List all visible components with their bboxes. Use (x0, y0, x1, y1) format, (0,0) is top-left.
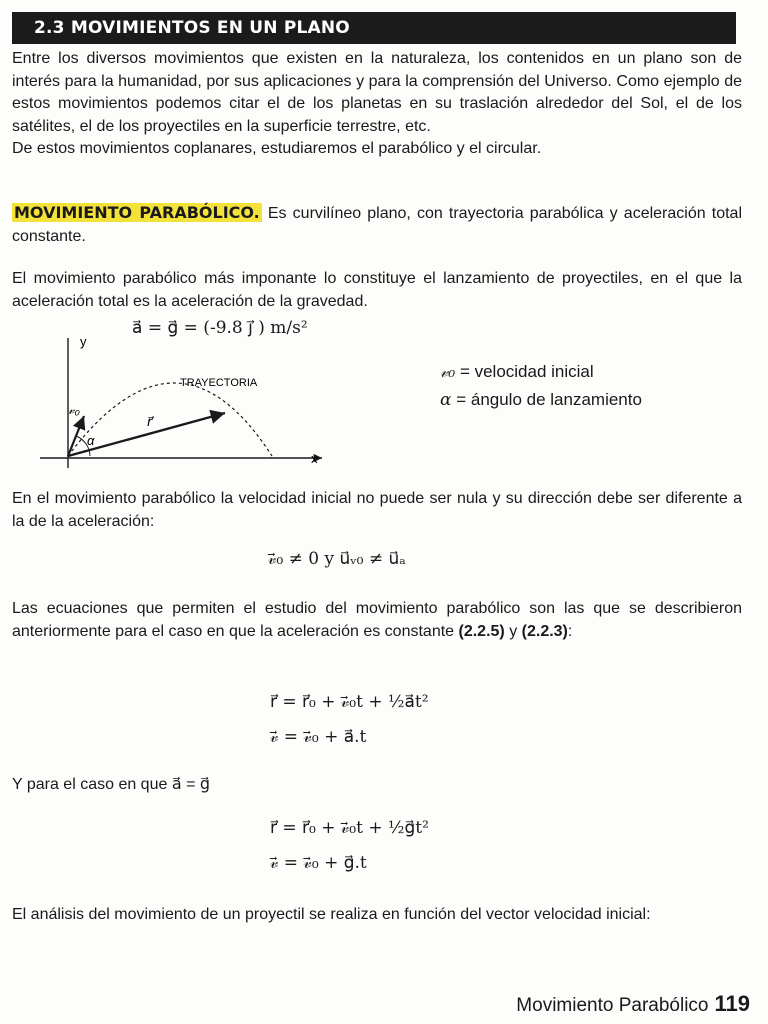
equations-text-mid: y (504, 622, 522, 640)
x-axis-label: x (311, 451, 318, 466)
gravity-case-text: Y para el caso en que a⃗ = g⃗ (12, 776, 211, 793)
condition-equation: 𝓋⃗₀ ≠ 0 y u⃗ᵥ₀ ≠ u⃗ₐ (268, 549, 406, 569)
section-title-bar: 2.3 MOVIMIENTOS EN UN PLANO (12, 12, 736, 44)
equations-text: Las ecuaciones que permiten el estudio del movimiento parabólico son las que se describieron anteriormente para el caso en que la aceleración es constante (12, 600, 742, 640)
trajectory-diagram (30, 330, 330, 470)
projectile-paragraph: El movimiento parabólico más imponante lo constituye el lanzamiento de proyectiles, en el que la aceleración total es la aceleración de la gravedad. (12, 270, 742, 310)
initial-velocity-label: 𝓋₀ (68, 402, 80, 417)
position-equation: r⃗ = r⃗₀ + 𝓋⃗₀t + ½a⃗t² (270, 692, 429, 712)
closing-paragraph: El análisis del movimiento de un proyectil se realiza en función del vector velocidad inicial: (12, 906, 651, 923)
intro-paragraph: Entre los diversos movimientos que existen en la naturaleza, los contenidos en un plano son de interés para la humanidad, por sus aplicaciones y para la comprensión del Universo. Como ejemplo de estos movimientos podemos citar el de los planetas en su traslación alrededor del Sol, el de los satélites, el de los proyectiles en la superficie terrestre, etc. (12, 50, 742, 135)
y-axis-label: y (80, 334, 87, 349)
equations-paragraph (12, 598, 742, 643)
alpha-description: = ángulo de lanzamiento (451, 390, 642, 409)
legend-initial-velocity (440, 362, 594, 382)
parabolic-definition (12, 202, 742, 248)
v0-symbol: 𝓋₀ (440, 362, 456, 382)
trajectory-label: TRAYECTORIA (180, 377, 258, 389)
page-footer (516, 991, 750, 1017)
page-number: 119 (714, 991, 750, 1016)
angle-label: α (87, 433, 95, 448)
trajectory-curve (68, 383, 272, 456)
intro-text (12, 48, 742, 161)
gravity-equation: a⃗ = g⃗ = (-9.8 j⃗ ) m/s² (132, 318, 308, 338)
gravity-velocity-equation: 𝓋⃗ = 𝓋⃗₀ + g⃗.t (270, 853, 367, 873)
v0-description: = velocidad inicial (455, 362, 594, 381)
section-heading: MOVIMIENTO PARABÓLICO. (14, 203, 260, 222)
velocity-equation: 𝓋⃗ = 𝓋⃗₀ + a⃗.t (270, 727, 367, 747)
footer-label: Movimiento Parabólico (516, 995, 709, 1016)
alpha-symbol: α (440, 390, 452, 410)
equations-text-end: : (567, 622, 573, 640)
condition-paragraph: En el movimiento parabólico la velocidad inicial no puede ser nula y su dirección debe ser diferente a la de la aceleración: (12, 490, 742, 530)
legend-launch-angle (440, 390, 642, 410)
equation-ref-1: (2.2.5) (458, 622, 505, 640)
intro-paragraph-2: De estos movimientos coplanares, estudiaremos el parabólico y el circular. (12, 140, 542, 157)
definition-text: Es curvilíneo plano, con trayectoria parabólica y aceleración total constante. (12, 205, 742, 245)
equation-ref-2: (2.2.3) (521, 622, 568, 640)
position-vector-label: r⃗ (147, 414, 153, 429)
gravity-position-equation: r⃗ = r⃗₀ + 𝓋⃗₀t + ½g⃗t² (270, 818, 429, 838)
